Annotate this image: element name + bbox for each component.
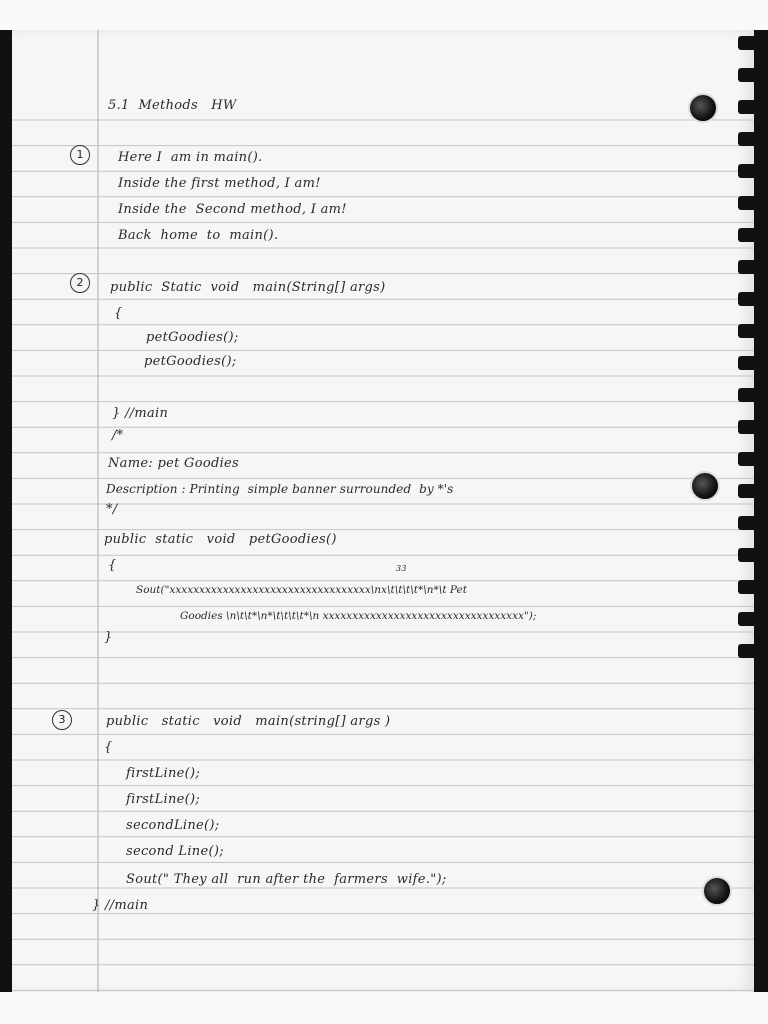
spiral-coil-icon — [738, 484, 754, 498]
code-line: petGoodies(); — [146, 330, 239, 345]
spiral-coil-icon — [738, 68, 754, 82]
code-line: } //main — [112, 406, 169, 421]
code-line: { — [104, 740, 113, 755]
page-title: 5.1 Methods HW — [108, 98, 237, 113]
problem-1-line: Here I am in main(). — [118, 150, 263, 165]
code-line: { — [108, 558, 117, 573]
code-line: public static void petGoodies() — [104, 532, 337, 547]
code-line: petGoodies(); — [144, 354, 237, 369]
code-line: Sout("xxxxxxxxxxxxxxxxxxxxxxxxxxxxxxxxxx\nx\t\t\t\t*\n*\t Pet — [136, 584, 467, 596]
spiral-coil-icon — [738, 356, 754, 370]
binder-hole-icon — [688, 93, 718, 123]
problem-number-3: 3 — [52, 710, 72, 730]
margin-note: 33 — [396, 564, 407, 573]
binder-hole-icon — [702, 876, 732, 906]
problem-1-line: Inside the first method, I am! — [118, 176, 321, 191]
problem-number-1: 1 — [70, 145, 90, 165]
background-bottom — [0, 992, 768, 1024]
code-line: Goodies \n\t\t*\n*\t\t\t\t*\n xxxxxxxxxxxxxxxxxxxxxxxxxxxxxxxxxx"); — [180, 610, 537, 622]
problem-number-2: 2 — [70, 273, 90, 293]
spiral-coil-icon — [738, 164, 754, 178]
spiral-coil-icon — [738, 260, 754, 274]
problem-1-line: Inside the Second method, I am! — [118, 202, 347, 217]
spiral-coil-icon — [738, 420, 754, 434]
spiral-coil-icon — [738, 644, 754, 658]
problem-1-line: Back home to main(). — [118, 228, 279, 243]
spiral-coil-icon — [738, 292, 754, 306]
notebook-page — [12, 30, 754, 992]
code-line: public Static void main(String[] args) — [110, 280, 386, 295]
spiral-coil-icon — [738, 324, 754, 338]
spiral-coil-icon — [738, 452, 754, 466]
code-line: } //main — [92, 898, 149, 913]
code-line: /* — [112, 428, 124, 443]
spiral-coil-icon — [738, 612, 754, 626]
spiral-coil-icon — [738, 36, 754, 50]
code-line: Name: pet Goodies — [108, 456, 240, 471]
code-line: } — [104, 630, 113, 645]
spiral-coil-icon — [738, 100, 754, 114]
spiral-coil-icon — [738, 388, 754, 402]
code-line: public static void main(string[] args ) — [106, 714, 391, 729]
code-line: firstLine(); — [126, 792, 201, 807]
ruled-lines — [12, 30, 754, 992]
code-line: { — [114, 306, 123, 321]
code-line: */ — [106, 502, 118, 517]
spiral-coil-icon — [738, 580, 754, 594]
code-line: Description : Printing simple banner surrounded by *'s — [106, 482, 454, 496]
spiral-coil-icon — [738, 228, 754, 242]
spiral-coil-icon — [738, 132, 754, 146]
background-top — [0, 0, 768, 30]
spiral-coil-icon — [738, 196, 754, 210]
code-line: firstLine(); — [126, 766, 201, 781]
code-line: Sout(" They all run after the farmers wife."); — [126, 872, 447, 887]
binder-hole-icon — [690, 471, 720, 501]
code-line: secondLine(); — [126, 818, 220, 833]
spiral-binding — [734, 30, 754, 992]
spiral-coil-icon — [738, 548, 754, 562]
spiral-coil-icon — [738, 516, 754, 530]
code-line: second Line(); — [126, 844, 224, 859]
